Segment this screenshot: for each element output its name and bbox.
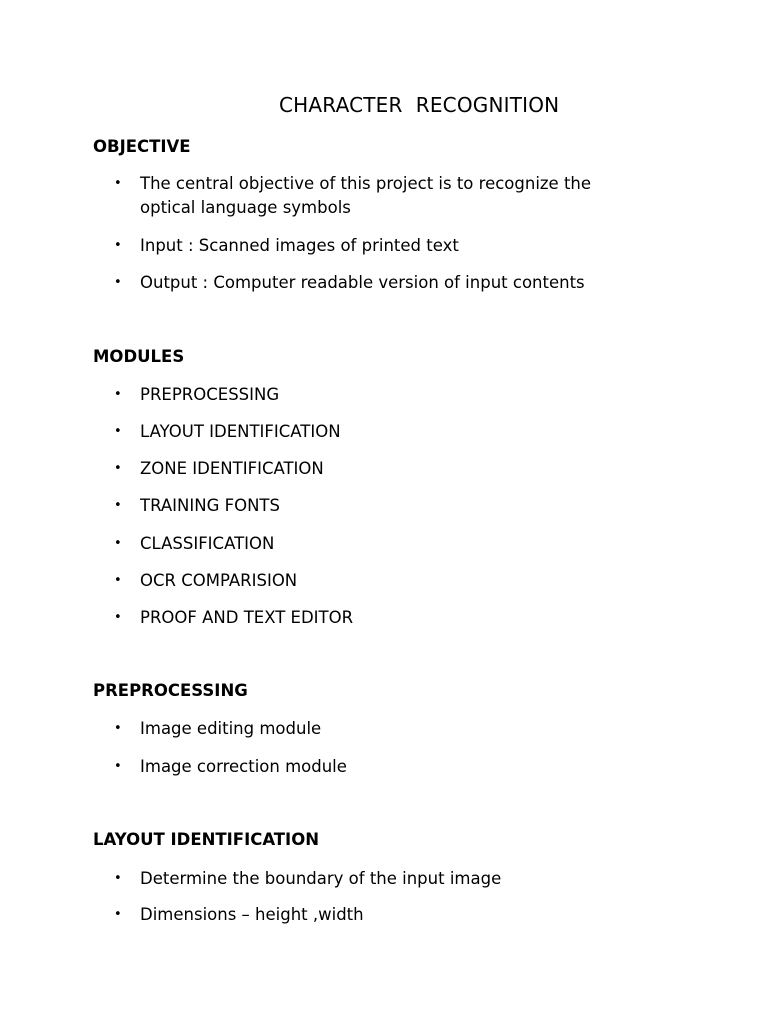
list-item-text: PREPROCESSING [140, 385, 280, 404]
bullet-icon: • [114, 461, 122, 476]
bullet-icon: • [114, 424, 122, 439]
list-item-text: OCR COMPARISION [140, 571, 298, 590]
section-heading-layout-identification: LAYOUT IDENTIFICATION [93, 830, 320, 849]
list-item-text: Determine the boundary of the input image [140, 869, 502, 888]
list-item-text: LAYOUT IDENTIFICATION [140, 422, 341, 441]
bullet-icon: • [114, 238, 122, 253]
list-item-text: CLASSIFICATION [140, 534, 275, 553]
bullet-icon: • [114, 498, 122, 513]
list-item-text: Image editing module [140, 719, 322, 738]
list-item-text: The central objective of this project is to recognize the optical language symbols [140, 174, 592, 217]
section-heading-preprocessing: PREPROCESSING [93, 681, 248, 700]
list-item-text: ZONE IDENTIFICATION [140, 459, 324, 478]
section-heading-modules: MODULES [93, 347, 185, 366]
list-item-text: Image correction module [140, 757, 347, 776]
list-item-text: Output : Computer readable version of input contents [140, 273, 585, 292]
bullet-icon: • [114, 536, 122, 551]
bullet-icon: • [114, 721, 122, 736]
list-item-text: PROOF AND TEXT EDITOR [140, 608, 354, 627]
bullet-icon: • [114, 275, 122, 290]
list-item-text: TRAINING FONTS [140, 496, 280, 515]
bullet-icon: • [114, 176, 122, 191]
bullet-icon: • [114, 907, 122, 922]
bullet-icon: • [114, 573, 122, 588]
bullet-icon: • [114, 759, 122, 774]
section-heading-objective: OBJECTIVE [93, 137, 191, 156]
bullet-icon: • [114, 871, 122, 886]
list-item-text: Dimensions – height ,width [140, 905, 364, 924]
bullet-icon: • [114, 387, 122, 402]
list-item-text: Input : Scanned images of printed text [140, 236, 459, 255]
bullet-icon: • [114, 610, 122, 625]
document-title: CHARACTER RECOGNITION [279, 93, 560, 117]
